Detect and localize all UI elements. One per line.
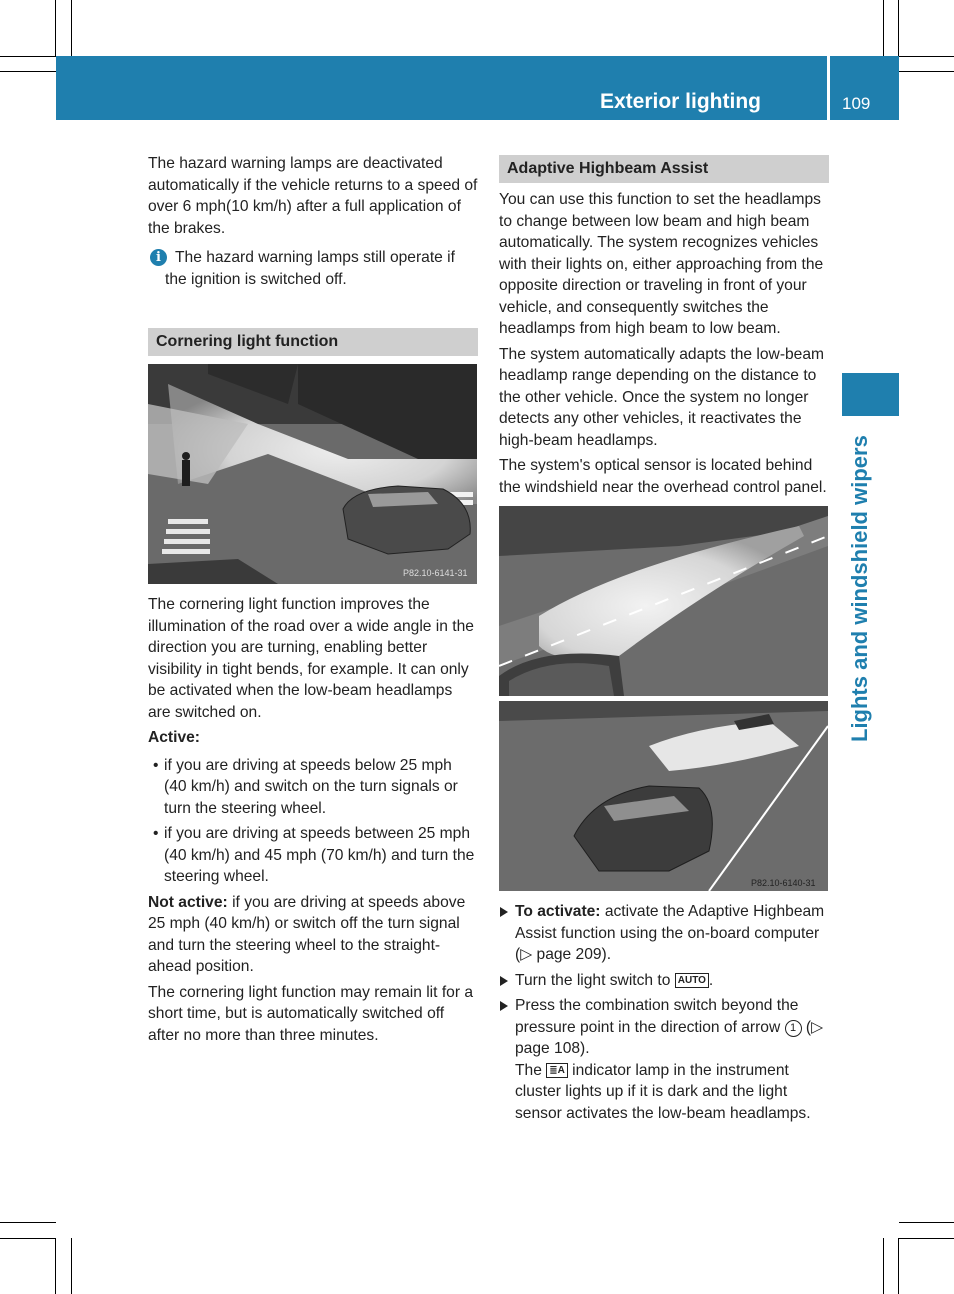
page-number: 109: [842, 94, 871, 113]
timeout-paragraph: The cornering light function may remain lit for a short time, but is automatically switched off after no more than three minutes.: [148, 983, 474, 1044]
active-label: Active:: [148, 729, 200, 746]
cornering-light-illustration: [148, 364, 477, 584]
list-item: [148, 823, 478, 888]
info-text: The hazard warning lamps still operate if the ignition is switched off.: [165, 249, 455, 288]
crop-mark: [71, 1238, 72, 1294]
section-heading-cornering: Cornering light function: [148, 328, 478, 356]
step-combination-switch: [499, 995, 829, 1124]
header-bar: [56, 56, 899, 120]
section-heading-highbeam: Adaptive Highbeam Assist: [499, 155, 829, 183]
intro-paragraph: The hazard warning lamps are deactivated automatically if the vehicle returns to a speed of over 6 mph(10 km/h) after a full application of the brakes.: [148, 155, 478, 237]
step-arrow-icon: [500, 907, 508, 917]
cornering-light-image: [148, 364, 477, 584]
highbeam-illustration: [499, 506, 828, 891]
crop-mark: [898, 0, 899, 56]
chapter-title: Lights and windshield wipers: [847, 435, 872, 743]
step-activate: [499, 901, 829, 966]
crop-mark: [899, 1222, 954, 1223]
highbeam-paragraph-3: The system's optical sensor is located behind the windshield near the overhead control panel.: [499, 457, 827, 496]
chapter-tab: [842, 373, 899, 416]
highbeam-image: [499, 506, 828, 891]
bullet-icon: •: [153, 756, 159, 774]
step-text: Press the combination switch beyond the pressure point in the direction of arrow: [515, 997, 799, 1036]
not-active-paragraph: [148, 892, 478, 978]
list-item-text: if you are driving at speeds below 25 mph (40 km/h) and switch on the turn signals or turn the steering wheel.: [164, 756, 458, 817]
step-light-switch: [499, 970, 829, 992]
step-label: To activate:: [515, 903, 601, 920]
highbeam-paragraph-1: You can use this function to set the headlamps to change between low beam and high beam automatically. The system recognizes vehicles with their lights on, either approaching from the opposite direction or traveling in front of your vehicle, and consequently switches the headlamps from high beam to low beam.: [499, 191, 824, 337]
not-active-label: Not active:: [148, 893, 228, 911]
crop-mark: [898, 1238, 899, 1294]
left-column: [148, 153, 478, 1050]
crop-mark: [0, 1222, 56, 1223]
figure-code: P82.10-6140-31: [751, 878, 816, 888]
crop-mark: [55, 1238, 56, 1294]
header-divider: [827, 56, 830, 120]
crop-mark: [899, 71, 954, 72]
crop-mark: [883, 1238, 884, 1294]
step-text: The: [515, 1061, 547, 1079]
auto-switch-icon: AUTO: [675, 973, 709, 988]
crop-mark: [899, 1238, 954, 1239]
right-column: [499, 155, 829, 1128]
list-item-text: if you are driving at speeds between 25 mph (40 km/h) and 45 mph (70 km/h) and turn the steering wheel.: [164, 825, 475, 885]
crop-mark: [0, 71, 56, 72]
cornering-paragraph: The cornering light function improves the illumination of the road over a wide angle in the direction you are turning, enabling better visibility in tight bends, for example. It can only be activated when the low-beam headlamps are switched on.: [148, 596, 474, 721]
crop-mark: [71, 0, 72, 56]
step-page-ref: (▷ page 108).: [515, 1018, 824, 1057]
page-title: Exterior lighting: [599, 90, 761, 113]
crop-mark: [0, 1238, 56, 1239]
step-arrow-icon: [500, 1001, 508, 1011]
highbeam-paragraph-2: The system automatically adapts the low-beam headlamp range depending on the distance to the other vehicle. Once the system no longer detects any other vehicles, it reactivates the high-beam headlamps.: [499, 345, 825, 449]
arrow-number-icon: 1: [785, 1020, 802, 1037]
step-text: activate the Adaptive Highbeam Assist function using the on-board computer (▷ page 209).: [515, 903, 825, 963]
step-text: Turn the light switch to: [515, 971, 675, 989]
info-note: [148, 247, 478, 290]
step-text-end: .: [708, 971, 714, 989]
crop-mark: [55, 0, 56, 56]
step-arrow-icon: [500, 976, 508, 986]
figure-code: P82.10-6141-31: [403, 568, 468, 578]
info-icon: i: [150, 249, 167, 266]
not-active-text: if you are driving at speeds above 25 mph (40 km/h) or switch off the turn signal and turn the steering wheel to the straight-ahead position.: [148, 893, 466, 975]
crop-mark: [0, 56, 56, 57]
bullet-icon: •: [153, 825, 159, 842]
crop-mark: [883, 0, 884, 56]
list-item: [148, 755, 478, 820]
low-beam-indicator-icon: ≣A: [546, 1063, 568, 1078]
crop-mark: [899, 56, 954, 57]
step-text: indicator lamp in the instrument cluster lights up if it is dark and the light sensor activates the low-beam headlamps.: [515, 1061, 811, 1122]
